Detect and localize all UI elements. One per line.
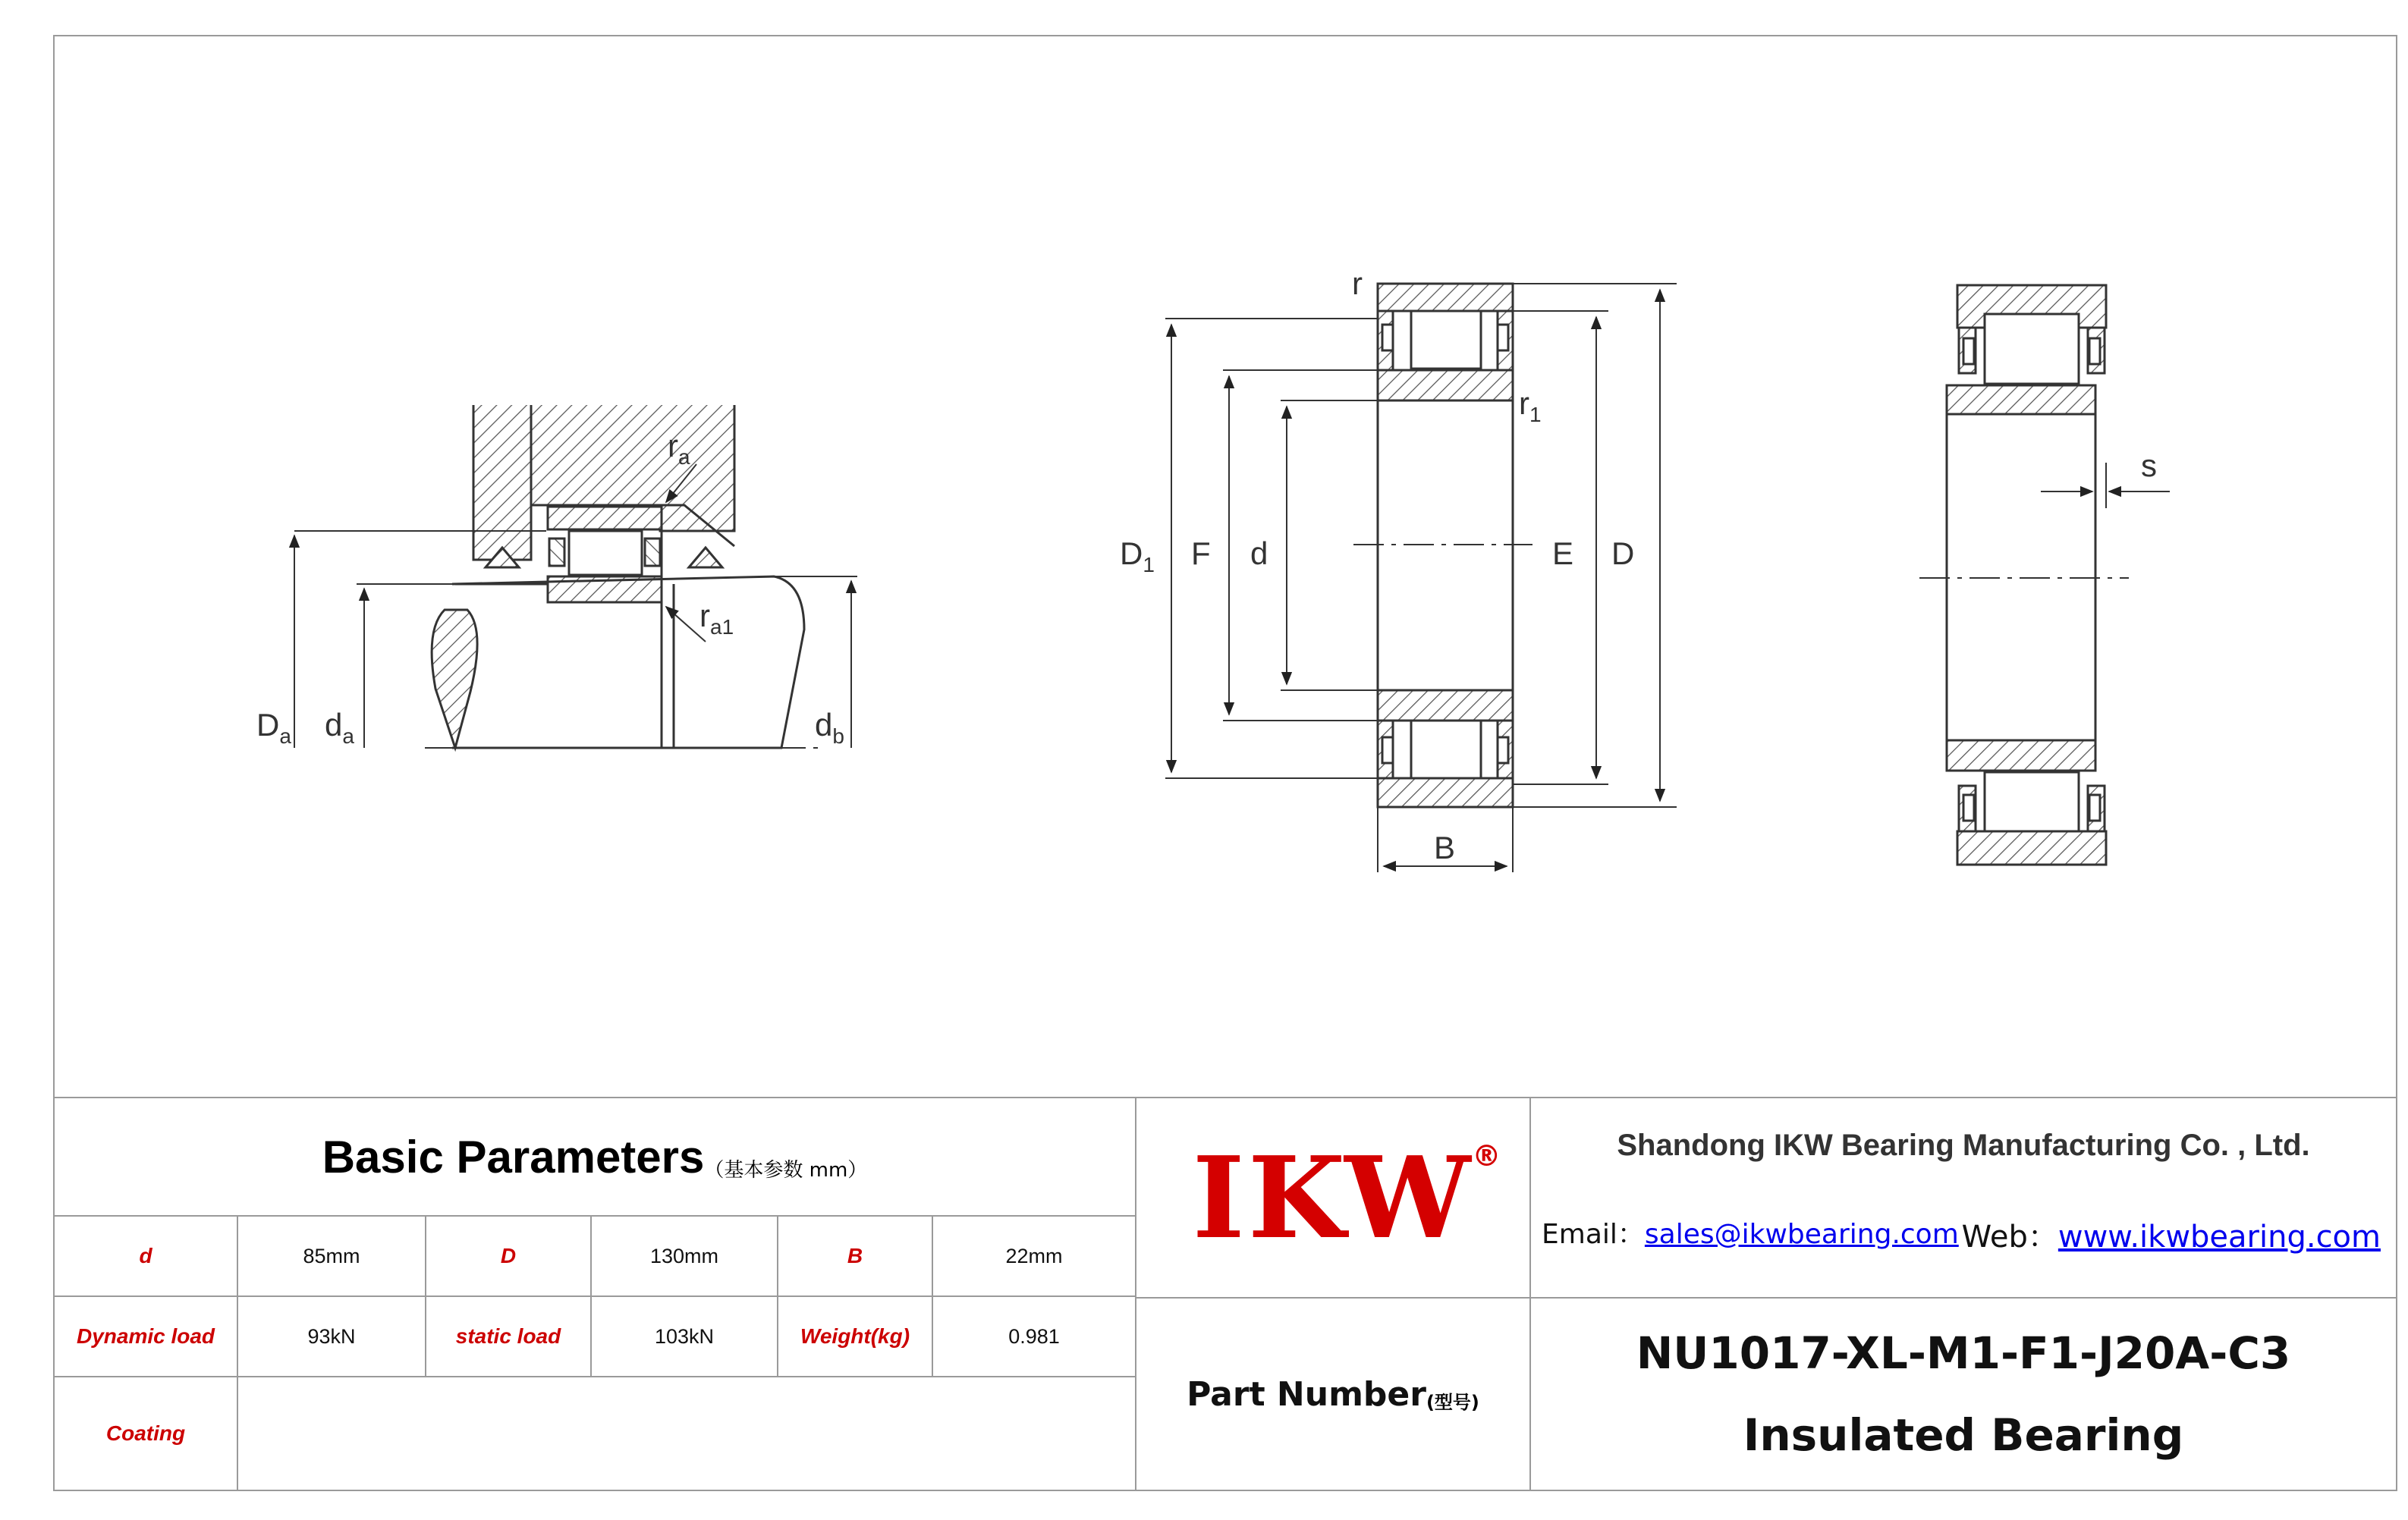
web-group <box>1962 1213 2381 1256</box>
email-label: Email： <box>1542 1219 1645 1250</box>
label-ra: $r_a$ <box>668 428 690 469</box>
param-value-B: 22mm <box>932 1215 1136 1297</box>
displacement-view <box>1919 285 2170 865</box>
logo-text: IKW <box>1192 1132 1474 1264</box>
email-group <box>1542 1213 1959 1256</box>
label-ra1: $r_{a1}$ <box>699 598 734 639</box>
param-value-static-load: 103kN <box>590 1295 778 1377</box>
label-s: s <box>2141 448 2157 483</box>
param-label-D: D <box>425 1215 592 1297</box>
bearing-type: Insulated Bearing <box>1743 1409 2184 1461</box>
section-view <box>1165 284 1677 872</box>
label-r1: $r_1$ <box>1519 385 1542 426</box>
part-number-label-cell <box>1135 1297 1531 1491</box>
param-label-d: d <box>53 1215 238 1297</box>
param-label-dynamic-load: Dynamic load <box>53 1295 238 1377</box>
label-db: $d_b$ <box>815 707 844 748</box>
web-link[interactable]: www.ikwbearing.com <box>2057 1220 2381 1255</box>
label-D: D <box>1611 535 1635 571</box>
label-r: r <box>1352 265 1363 301</box>
parameters-title: Basic Parameters <box>322 1131 705 1182</box>
part-number: NU1017-XL-M1-F1-J20A-C3 <box>1636 1327 2291 1379</box>
registered-mark: ® <box>1472 1139 1504 1173</box>
label-F: F <box>1191 535 1211 571</box>
company-cell <box>1529 1097 2397 1299</box>
parameters-title-cell <box>53 1097 1136 1217</box>
param-value-coating <box>237 1376 1136 1491</box>
param-value-D: 130mm <box>590 1215 778 1297</box>
label-da: $d_a$ <box>325 707 354 748</box>
company-name: Shandong IKW Bearing Manufacturing Co. , Ltd. <box>1617 1129 2310 1162</box>
label-d: d <box>1250 535 1268 571</box>
mounting-view <box>294 405 857 748</box>
contact-line <box>1531 1213 2396 1256</box>
ikw-logo <box>1192 1132 1504 1264</box>
displacement-view-labels <box>2141 448 2157 483</box>
label-E: E <box>1552 535 1574 571</box>
logo-cell <box>1135 1097 1531 1299</box>
param-label-weight: Weight(kg) <box>777 1295 933 1377</box>
part-number-cell <box>1529 1297 2397 1491</box>
label-B: B <box>1434 830 1456 865</box>
part-number-label-note: (型号) <box>1426 1391 1479 1413</box>
part-number-label: Part Number <box>1187 1374 1426 1414</box>
param-value-weight: 0.981 <box>932 1295 1136 1377</box>
param-value-d: 85mm <box>237 1215 426 1297</box>
label-D1: $D_1$ <box>1120 535 1155 576</box>
param-label-B: B <box>777 1215 933 1297</box>
parameters-title-note: （基本参数 mm） <box>704 1158 868 1182</box>
email-link[interactable]: sales@ikwbearing.com <box>1644 1219 1959 1250</box>
label-Da: $D_a$ <box>256 707 291 748</box>
param-value-dynamic-load: 93kN <box>237 1295 426 1377</box>
web-label: Web： <box>1961 1220 2058 1255</box>
param-label-coating: Coating <box>53 1376 238 1491</box>
param-label-static-load: static load <box>425 1295 592 1377</box>
